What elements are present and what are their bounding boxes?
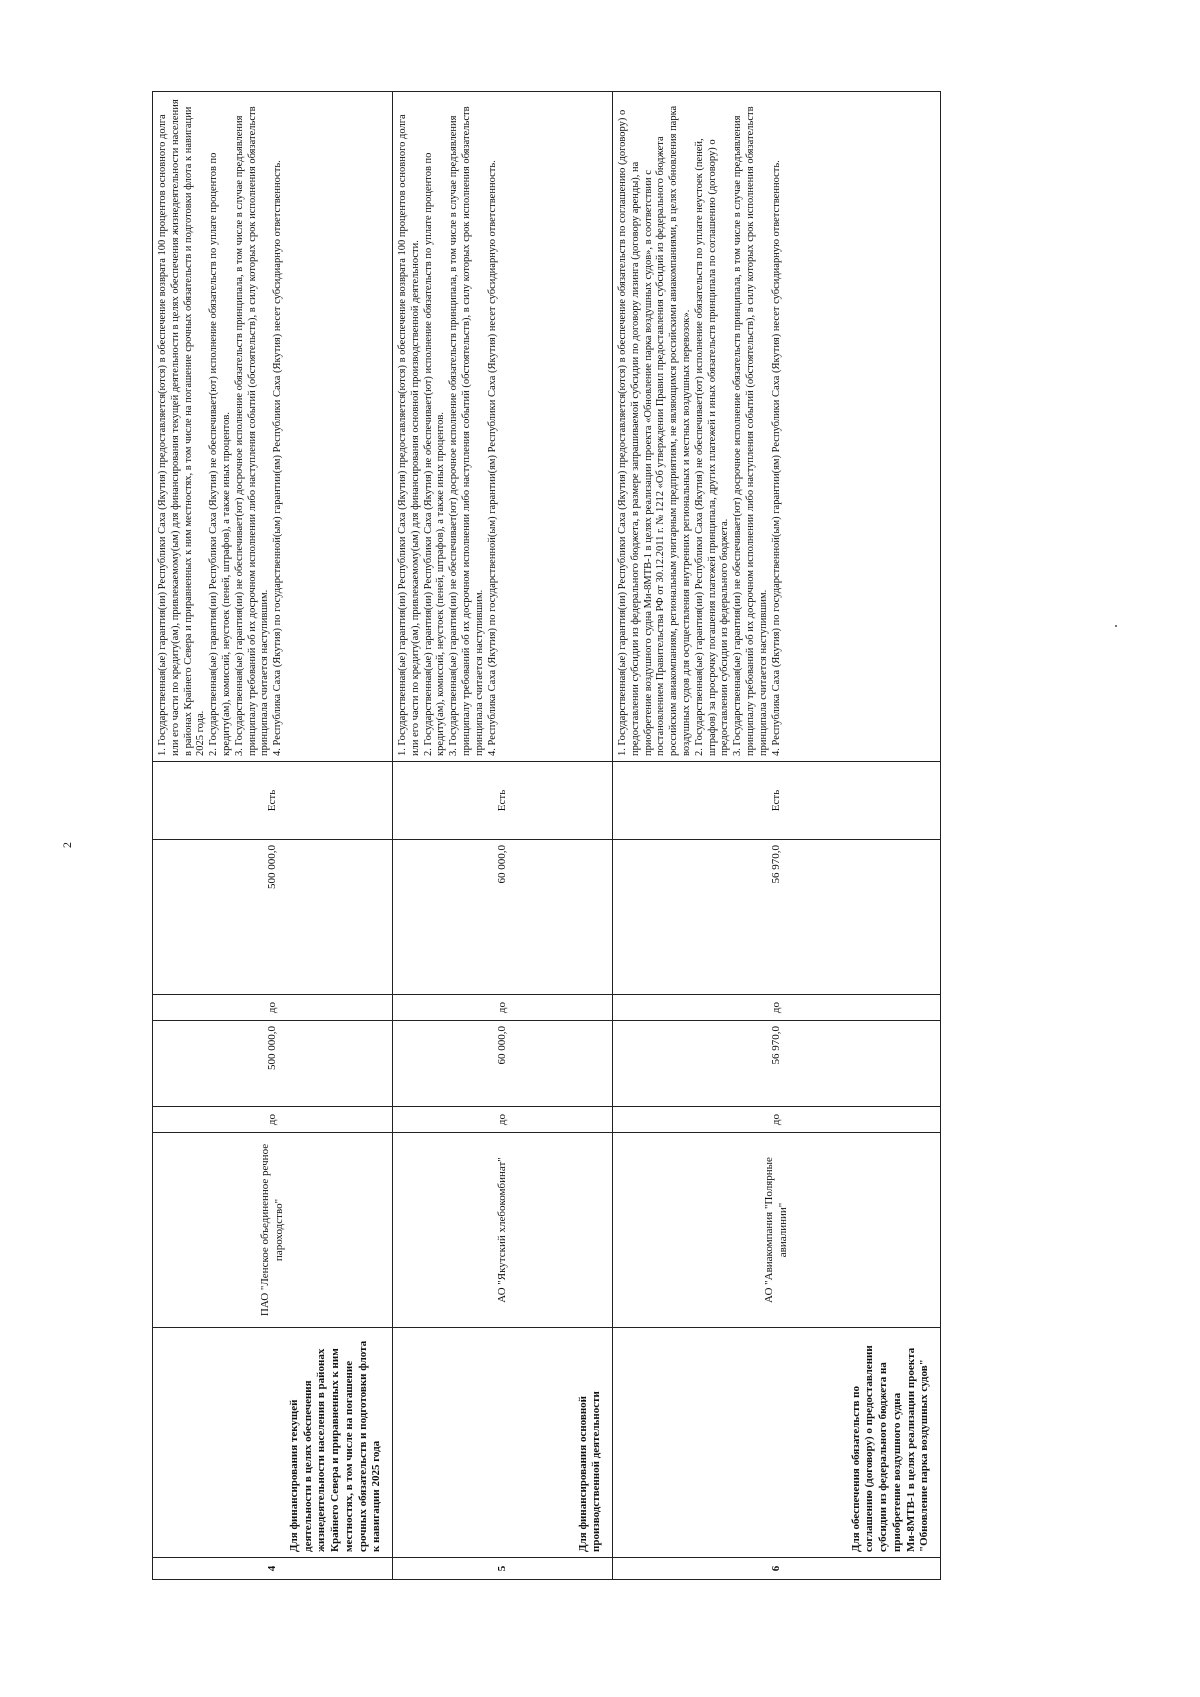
guarantee-purpose: Для обеспечения обязательств по соглашению (договору) о предоставлении субсидии из федерального бюджета на приобретение воздушного судна Ми-8МТВ-1 в целях реализации проекта "Обновление парка воздушных судов" — [613, 1328, 941, 1558]
limit-prefix: до — [613, 995, 941, 1021]
row-number: 4 — [153, 1558, 393, 1580]
row-number: 6 — [613, 1558, 941, 1580]
table-row — [613, 92, 941, 1580]
guarantee-amount: 56 970,0 — [613, 1021, 941, 1107]
guarantees-table — [152, 91, 941, 1580]
terms-paragraph: 4. Республика Саха (Якутия) по государственной(ым) гарантии(ям) Республики Саха (Якутия) несет субсидиарную ответственность. — [272, 160, 284, 756]
limit-prefix: до — [153, 1107, 393, 1133]
guarantee-purpose: Для финансирования основной производственной деятельности — [393, 1328, 613, 1558]
recourse-right: Есть — [153, 762, 393, 840]
principal-name: АО "Якутский хлебокомбинат" — [393, 1133, 613, 1328]
guarantees-table-rotated — [152, 92, 942, 1580]
terms-paragraph: 2. Государственная(ые) гарантия(ии) Республики Саха (Якутия) не обеспечивает(ют) исполнение обязательств по уплате процентов по кредиту(ам), комиссий, неустоек (пеней, штрафов), а также иных процентов. — [422, 152, 447, 756]
limit-prefix: до — [393, 1107, 613, 1133]
principal-name: ПАО "Ленское объединенное речное пароходство" — [153, 1133, 393, 1328]
guarantee-amount-year: 60 000,0 — [393, 840, 613, 995]
guarantee-amount-year: 500 000,0 — [153, 840, 393, 995]
terms-paragraph: 4. Республика Саха (Якутия) по государственной(ым) гарантии(ям) Республики Саха (Якутия) несет субсидиарную ответственность. — [770, 160, 782, 756]
guarantee-terms — [153, 92, 393, 762]
guarantee-purpose: Для финансирования текущей деятельности в целях обеспечения жизнедеятельности населения в районах Крайнего Севера и приравненных к ним местностях, в том числе на погашение срочных обязательств и подготовки флота к навигации 2025 года — [153, 1328, 393, 1558]
terms-paragraph: 2. Государственная(ые) гарантия(ии) Республики Саха (Якутия) не обеспечивает(ют) исполнение обязательств по уплате процентов по кредиту(ам), комиссий, неустоек (пеней, штрафов), а также иных процентов. — [208, 152, 232, 756]
terms-paragraph: 2. Государственная(ые) гарантия(ии) Республики Саха (Якутия) не обеспечивает(ют) исполнение обязательств по уплате неустоек (пеней, штрафов) за просрочку погашения платежей принципала, других платежей и иных обязательств принципала по соглашению (договору) о предоставлении субсидии из федерального бюджета. — [693, 138, 731, 756]
guarantee-amount-year: 56 970,0 — [613, 840, 941, 995]
recourse-right: Есть — [613, 762, 941, 840]
guarantee-terms — [613, 92, 941, 762]
guarantee-amount: 60 000,0 — [393, 1021, 613, 1107]
terms-paragraph: 1. Государственная(ые) гарантия(ии) Республики Саха (Якутия) предоставляется(ются) в обеспечение возврата 100 процентов основного долга или его части по кредиту(ам), привлекаемому(ым) для финансирования основной производственной деятельности. — [397, 114, 421, 756]
recourse-right: Есть — [393, 762, 613, 840]
table-row — [393, 92, 613, 1580]
limit-prefix: до — [613, 1107, 941, 1133]
scan-speck — [1115, 625, 1117, 627]
guarantee-terms — [393, 92, 613, 762]
limit-prefix: до — [153, 995, 393, 1021]
row-number: 5 — [393, 1558, 613, 1580]
terms-paragraph: 3. Государственная(ые) гарантия(ии) не обеспечивает(ют) досрочное исполнение обязательств принципала, в том числе в случае предъявления принципалу требований об их досрочном исполнении либо наступления событий (обстоятельств), в силу которых срок исполнения обязательств принципала считается наступившим. — [233, 106, 271, 756]
table-row — [153, 92, 393, 1580]
principal-name: АО "Авиакомпания "Полярные авиалинии" — [613, 1133, 941, 1328]
terms-paragraph: 1. Государственная(ые) гарантия(ии) Республики Саха (Якутия) предоставляется(ются) в обеспечение возврата 100 процентов основного долга или его части по кредиту(ам), привлекаемому(ым) для финансирования текущей деятельности в целях обеспечения жизнедеятельности населения в районах Крайнего Севера и приравненных к ним местностях, в том числе на погашение срочных обязательств и подготовки флота к навигации 2025 года. — [157, 99, 207, 756]
guarantee-amount: 500 000,0 — [153, 1021, 393, 1107]
terms-paragraph: 3. Государственная(ые) гарантия(ии) не обеспечивает(ют) досрочное исполнение обязательств принципала, в том числе в случае предъявления принципалу требований об их досрочном исполнении либо наступления событий (обстоятельств), в силу которых срок исполнения обязательств принципала считается наступившим. — [448, 106, 485, 756]
page-number: 2 — [60, 842, 74, 848]
terms-paragraph: 4. Республика Саха (Якутия) по государственной(ым) гарантии(ям) Республики Саха (Якутия) несет субсидиарную ответственность. — [486, 160, 498, 756]
limit-prefix: до — [393, 995, 613, 1021]
terms-paragraph: 1. Государственная(ые) гарантия(ии) Республики Саха (Якутия) предоставляется(ются) в обеспечение обязательств по соглашению (договору) о предоставлении субсидии из федерального бюджета, в размере запрашиваемой субсидии по договору лизинга (договору аренды), на приобретение воздушного судна Ми-8МТВ-1 в целях реализации проекта «Обновление парка воздушных судов», в соответствии с постановлением Правительства РФ от 30.12.2011 г. № 1212 «Об утверждении Правил предоставления субсидий из федерального бюджета российским авиакомпаниям, региональным унитарным предприятиям, не являющимся российскими авиакомпаниями, в целях обновления парка воздушных судов для осуществления внутренних региональных и местных воздушных перевозок». — [617, 105, 692, 756]
terms-paragraph: 3. Государственная(ые) гарантия(ии) не обеспечивает(ют) досрочное исполнение обязательств принципала, в том числе в случае предъявления принципалу требований об их досрочном исполнении либо наступления событий (обстоятельств), в силу которых срок исполнения обязательств принципала считается наступившим. — [732, 106, 769, 756]
